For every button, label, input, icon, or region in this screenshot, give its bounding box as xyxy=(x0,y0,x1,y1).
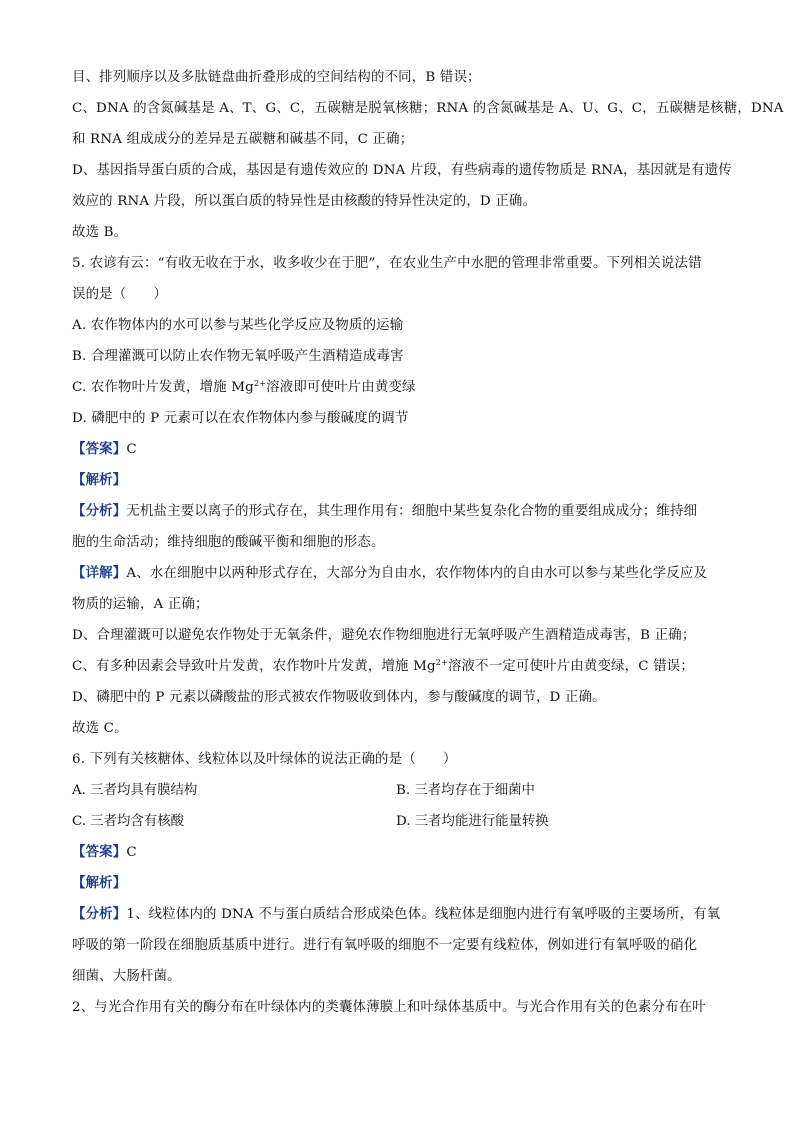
charge-superscript: 2+ xyxy=(253,379,267,388)
q5-fenxi xyxy=(72,496,722,527)
xiangjie-tag: 【详解】 xyxy=(72,565,127,581)
q6-option-d: D. 三者均能进行能量转换 xyxy=(396,814,549,829)
q5-option-b: B. 合理灌溉可以防止农作物无氧呼吸产生酒精造成毒害 xyxy=(72,349,404,364)
q6-fenxi: 呼吸的第一阶段在细胞质基质中进行。进行有氧呼吸的细胞不一定要有线粒体，例如进行有氧呼吸的硝化 xyxy=(72,938,698,953)
q5-xiangjie: D、磷肥中的 P 元素以磷酸盐的形式被农作物吸收到体内，参与酸碱度的调节，D 正确。 xyxy=(72,690,606,705)
text-line: 故选 B。 xyxy=(72,225,128,240)
text-line: C、DNA 的含氮碱基是 A、T、G、C，五碳糖是脱氧核糖；RNA 的含氮碱基是 A、U、G、C，五碳糖是核糖，DNA xyxy=(72,101,784,116)
q5-conclusion: 故选 C。 xyxy=(72,721,128,736)
answer-tag: 【答案】 xyxy=(72,844,127,860)
answer-tag: 【答案】 xyxy=(72,441,127,457)
q5-answer xyxy=(72,434,722,465)
question-5-stem: 误的是（ ） xyxy=(72,287,168,302)
question-6-stem: 6. 下列有关核糖体、线粒体以及叶绿体的说法正确的是（ ） xyxy=(72,752,457,767)
q5-fenxi: 胞的生命活动；维持细胞的酸碱平衡和细胞的形态。 xyxy=(72,535,385,550)
text-line: D、基因指导蛋白质的合成，基因是有遗传效应的 DNA 片段，有些病毒的遗传物质是 RNA，基因就是有遗传 xyxy=(72,163,732,178)
fenxi-tag: 【分析】 xyxy=(72,906,127,922)
analysis-tag: 【解析】 xyxy=(72,875,127,891)
text-line: 效应的 RNA 片段，所以蛋白质的特异性是由核酸的特异性决定的，D 正确。 xyxy=(72,194,537,209)
q5-xiangjie: 物质的运输，A 正确； xyxy=(72,597,209,612)
question-5-stem: 5. 农谚有云：“有收无收在于水，收多收少在于肥”，在农业生产中水肥的管理非常重要。下列相关说法错 xyxy=(72,256,702,271)
q5-option-c-text: 溶液即可使叶片由黄变绿 xyxy=(266,380,416,395)
q5-option-d: D. 磷肥中的 P 元素可以在农作物体内参与酸碱度的调节 xyxy=(72,411,409,426)
q6-analysis-heading xyxy=(72,868,722,899)
q5-xiangjie xyxy=(72,651,722,682)
fenxi-tag: 【分析】 xyxy=(72,503,127,519)
xiangjie-text: C、有多种因素会导致叶片发黄，农作物叶片发黄，增施 Mg xyxy=(72,659,436,674)
text-line: 目、排列顺序以及多肽链盘曲折叠形成的空间结构的不同，B 错误； xyxy=(72,70,481,85)
q6-option-b: B. 三者均存在于细菌中 xyxy=(396,783,535,798)
document-page xyxy=(72,62,784,1023)
q5-option-a: A. 农作物体内的水可以参与某些化学反应及物质的运输 xyxy=(72,318,404,333)
q5-option-c-text: C. 农作物叶片发黄，增施 Mg xyxy=(72,380,254,395)
analysis-tag: 【解析】 xyxy=(72,472,127,488)
q6-fenxi: 细菌、大肠杆菌。 xyxy=(72,969,181,984)
q5-analysis-heading xyxy=(72,465,722,496)
fenxi-text: 无机盐主要以离子的形式存在，其生理作用有：细胞中某些复杂化合物的重要组成成分；维持细 xyxy=(126,504,698,519)
xiangjie-text: A、水在细胞中以两种形式存在，大部分为自由水，农作物体内的自由水可以参与某些化学反应及 xyxy=(126,566,708,581)
answer-value: C xyxy=(126,442,137,457)
xiangjie-text: 溶液不一定可使叶片由黄变绿，C 错误； xyxy=(447,659,694,674)
text-line: 和 RNA 组成成分的差异是五碳糖和碱基不同，C 正确； xyxy=(72,132,414,147)
q6-fenxi xyxy=(72,899,722,930)
q5-xiangjie: D、合理灌溉可以避免农作物处于无氧条件，避免农作物细胞进行无氧呼吸产生酒精造成毒害，B 正确； xyxy=(72,628,696,643)
q6-options-row xyxy=(72,775,722,806)
q6-fenxi: 2、与光合作用有关的酶分布在叶绿体内的类囊体薄膜上和叶绿体基质中。与光合作用有关的色素分布在叶 xyxy=(72,1000,706,1015)
q6-option-c: C. 三者均含有核酸 xyxy=(72,814,185,829)
q5-option-c xyxy=(72,372,722,403)
q5-xiangjie xyxy=(72,558,722,589)
q6-options-row xyxy=(72,806,722,837)
q6-answer xyxy=(72,837,722,868)
fenxi-text: 1、线粒体内的 DNA 不与蛋白质结合形成染色体。线粒体是细胞内进行有氧呼吸的主要场所，有氧 xyxy=(126,907,721,922)
answer-value: C xyxy=(126,845,137,860)
charge-superscript: 2+ xyxy=(435,658,448,667)
q6-option-a: A. 三者均具有膜结构 xyxy=(72,783,198,798)
